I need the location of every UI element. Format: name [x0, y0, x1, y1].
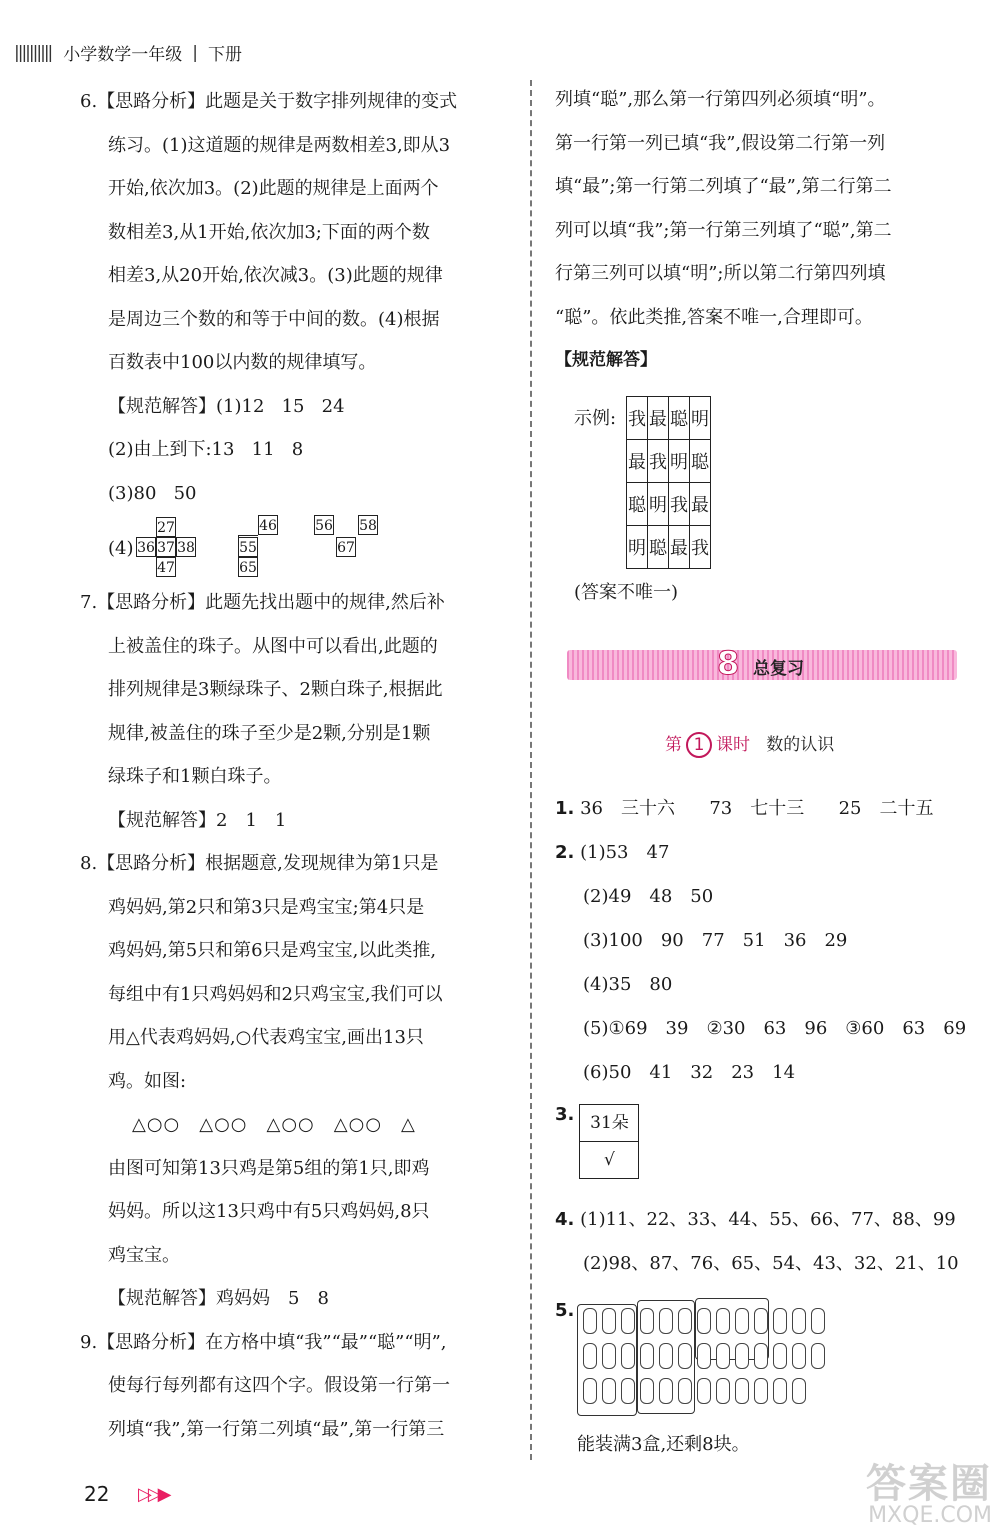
candy-icon [735, 1378, 749, 1404]
lesson-suffix: 课时 [716, 735, 750, 755]
candy-icon [735, 1308, 749, 1334]
candy-icon [697, 1343, 711, 1369]
q3-check: √ [580, 1141, 638, 1178]
q7-answer: 【规范解答】2 1 1 [108, 809, 287, 831]
candy-icon [621, 1378, 635, 1404]
fig1-top-cell: 27 [156, 517, 176, 537]
q9-cont-line: 列可以填“我”;第一行第三列填了“聪”,第二 [555, 219, 892, 241]
q3-row [555, 1104, 639, 1179]
q9-line: 列填“我”,第一行第二列填“最”,第一行第三 [108, 1418, 445, 1440]
q6-answer-1-value: 24 [321, 395, 345, 417]
q6-line: 是周边三个数的和等于中间的数。(4)根据 [108, 308, 440, 330]
candy-icon [640, 1378, 654, 1404]
grid-cell: 我 [627, 397, 648, 440]
q6-line: 数相差3,从1开始,依次加3;下面的两个数 [108, 221, 430, 243]
candy-icon [792, 1343, 806, 1369]
answer-note: (答案不唯一) [574, 582, 679, 603]
q4-line: (2)98、87、76、65、54、43、32、21、10 [583, 1253, 959, 1274]
grid-cell: 我 [648, 440, 669, 483]
fig3-center-cell: 67 [336, 537, 356, 557]
q6-line: 6.【思路分析】此题是关于数字排列规律的变式 [80, 91, 458, 112]
candy-icon [792, 1378, 806, 1404]
fig3-topright-cell: 58 [358, 515, 378, 535]
question-9 [80, 1321, 506, 1452]
q7-line: 7.【思路分析】此题先找出题中的规律,然后补 [80, 592, 445, 613]
grid-cell: 最 [627, 440, 648, 483]
q2-line: (1)53 47 [580, 842, 670, 863]
question-7 [80, 581, 506, 842]
word-grid [626, 396, 711, 569]
q6-number-figures [108, 515, 506, 581]
q8-shapes: △○○ △○○ △○○ △○○ △ [132, 1114, 416, 1135]
header-separator: | [192, 42, 199, 63]
candy-boxes-figure [577, 1298, 832, 1416]
grid-cell: 明 [669, 440, 690, 483]
q8-answer: 【规范解答】鸡妈妈 5 8 [108, 1288, 329, 1309]
q4-line: (1)11、22、33、44、55、66、77、88、99 [580, 1209, 956, 1230]
candy-icon [697, 1378, 711, 1404]
fig1-right-cell: 38 [176, 537, 196, 557]
q5-answer: 能装满3盒,还剩8块。 [577, 1434, 750, 1455]
fig1-center-cell: 37 [156, 537, 176, 557]
q6-line: 开始,依次加3。(2)此题的规律是上面两个 [108, 178, 439, 199]
q9-cont-line: 第一行第一列已填“我”,假设第二行第一列 [555, 132, 886, 154]
page-arrows-icon: ▷▷▶ [138, 1484, 168, 1505]
candy-icon [716, 1343, 730, 1369]
question-8 [80, 842, 506, 1321]
q6-answer-2-label: (2)由上到下:13 [108, 439, 235, 460]
review-answers [555, 787, 975, 1095]
left-column [80, 80, 506, 1451]
candy-icon [602, 1378, 616, 1404]
candy-icon [678, 1343, 692, 1369]
q8-line: 妈妈。所以这13只鸡中有5只鸡妈妈,8只 [108, 1201, 430, 1222]
q9-cont-line: 列填“聪”,那么第一行第四列必须填“明”。 [555, 89, 886, 110]
q9-line: 使每行每列都有这四个字。假设第一行第一 [108, 1375, 450, 1396]
q1-row [555, 787, 975, 831]
candy-icon [716, 1378, 730, 1404]
candy-icon [754, 1378, 768, 1404]
grid-cell: 我 [669, 483, 690, 526]
q8-line: 鸡宝宝。 [108, 1244, 180, 1266]
q8-line: 每组中有1只鸡妈妈和2只鸡宝宝,我们可以 [108, 983, 443, 1005]
q8-line: 鸡妈妈,第2只和第3只是鸡宝宝;第4只是 [108, 896, 425, 918]
q7-line: 排列规律是3颗绿珠子、2颗白珠子,根据此 [108, 679, 443, 700]
q6-answer-3-value: 50 [173, 482, 197, 504]
q4-block [555, 1198, 959, 1286]
q6-line: 练习。(1)这道题的规律是两数相差3,即从3 [108, 134, 451, 156]
candy-icon [583, 1378, 597, 1404]
q7-line: 规律,被盖住的珠子至少是2颗,分别是1颗 [108, 722, 431, 744]
running-header [14, 40, 242, 65]
watermark [866, 1452, 992, 1528]
grid-cell: 明 [627, 526, 648, 569]
q2-row [555, 831, 975, 875]
candy-icon [754, 1343, 768, 1369]
q6-answer-3-label: (3)80 [108, 482, 157, 504]
q3-box-top: 31朵 [590, 1113, 629, 1133]
grid-cell: 明 [648, 483, 669, 526]
q6-line: 相差3,从20开始,依次减3。(3)此题的规律 [108, 265, 443, 286]
q3-label: 3. [555, 1104, 575, 1125]
candy-icon [716, 1308, 730, 1334]
q8-line: 8.【思路分析】根据题意,发现规律为第1只是 [80, 853, 439, 874]
candy-icon [773, 1343, 787, 1369]
candy-icon [678, 1308, 692, 1334]
header-bars: |||||||||| [14, 42, 52, 63]
q6-answer-1-label: 【规范解答】(1)12 [108, 395, 265, 417]
q2-line: (6)50 41 32 23 14 [583, 1062, 796, 1083]
candy-icon [659, 1308, 673, 1334]
column-divider [530, 80, 532, 1460]
q1-item: 36 三十六 [580, 798, 676, 819]
q9-line: 9.【思路分析】在方格中填“我”“最”“聪”“明”, [80, 1331, 447, 1353]
candy-icon [640, 1308, 654, 1334]
grid-cell: 最 [669, 526, 690, 569]
q2-line: (2)49 48 50 [583, 886, 714, 907]
lesson-topic: 数的认识 [766, 735, 835, 755]
section-banner [567, 644, 957, 682]
grid-cell: 聪 [648, 526, 669, 569]
fig1-bottom-cell: 47 [156, 557, 176, 577]
candy-icon [811, 1343, 825, 1369]
q8-line: 由图可知第13只鸡是第5组的第1只,即鸡 [108, 1157, 430, 1179]
q1-label: 1. [555, 798, 575, 819]
q6-answer-2 [80, 428, 506, 472]
right-column [555, 78, 975, 383]
q9-cont-line: 填“最”;第一行第二列填了“最”,第二行第二 [555, 176, 892, 197]
fig2-midleft-cell: 55 [238, 537, 258, 557]
candy-icon [697, 1308, 711, 1334]
candy-icon [735, 1343, 749, 1369]
grid-cell: 我 [690, 526, 711, 569]
q6-answer-1-value: 15 [281, 395, 305, 417]
q6-answer-3 [80, 472, 506, 516]
example-label: 示例: [574, 408, 617, 429]
q9-cont-line: “聪”。依此类推,答案不唯一,合理即可。 [555, 306, 873, 328]
grid-cell: 明 [690, 397, 711, 440]
grid-cell: 聪 [627, 483, 648, 526]
q2-label: 2. [555, 842, 575, 863]
section-title: 总复习 [753, 659, 804, 679]
lesson-heading [665, 730, 834, 758]
header-volume: 下册 [208, 45, 243, 65]
lesson-prefix: 第 [665, 735, 682, 755]
header-book-title: 小学数学一年级 [63, 45, 183, 65]
q6-line: 百数表中100以内数的规律填写。 [108, 352, 377, 373]
fig3-topleft-cell: 56 [314, 515, 334, 535]
candy-icon [640, 1343, 654, 1369]
q9-answer-label: 【规范解答】 [555, 350, 657, 370]
q4-label: 4. [555, 1209, 575, 1230]
candy-icon [659, 1378, 673, 1404]
q7-line: 绿珠子和1颗白珠子。 [108, 766, 282, 787]
q5-label: 5. [555, 1300, 575, 1321]
q9-cont-line: 行第三列可以填“明”;所以第二行第四列填 [555, 263, 886, 284]
q8-line: 鸡妈妈,第5只和第6只是鸡宝宝,以此类推, [108, 940, 437, 961]
grid-cell: 最 [648, 397, 669, 440]
page-number: 22 [84, 1482, 110, 1506]
fig2-topright-cell: 46 [258, 515, 278, 535]
candy-icon [583, 1343, 597, 1369]
candy-icon [754, 1308, 768, 1334]
q8-line: 用△代表鸡妈妈,○代表鸡宝宝,画出13只 [108, 1027, 424, 1048]
q6-answer-1 [80, 385, 506, 429]
question-6 [80, 80, 506, 581]
candy-icon [773, 1308, 787, 1334]
fig2-bottom-cell: 65 [238, 557, 258, 577]
q3-box [579, 1104, 639, 1179]
q6-answer-2-value: 11 [251, 439, 275, 460]
lesson-number: 1 [686, 732, 712, 758]
candy-icon [621, 1343, 635, 1369]
candy-icon [811, 1308, 825, 1334]
candy-icon [583, 1308, 597, 1334]
section-number: 8 [717, 644, 740, 682]
q6-fig-label: (4) [108, 538, 134, 559]
candy-icon [602, 1308, 616, 1334]
q8-line: 鸡。如图: [108, 1070, 187, 1092]
fig1-left-cell: 36 [136, 537, 156, 557]
q7-line: 上被盖住的珠子。从图中可以看出,此题的 [108, 635, 438, 657]
candy-icon [773, 1378, 787, 1404]
q2-line: (4)35 80 [583, 974, 673, 995]
q1-item: 73 七十三 [709, 798, 805, 819]
q2-line: (5)①69 39 ②30 63 96 ③60 63 69 [583, 1018, 967, 1039]
candy-icon [792, 1308, 806, 1334]
candy-icon [678, 1378, 692, 1404]
candy-icon [602, 1343, 616, 1369]
candy-icon [659, 1343, 673, 1369]
grid-cell: 聪 [669, 397, 690, 440]
watermark-url: MXQE.COM [868, 1503, 992, 1528]
grid-cell: 最 [690, 483, 711, 526]
q1-item: 25 二十五 [838, 798, 934, 819]
q2-line: (3)100 90 77 51 36 29 [583, 930, 848, 951]
watermark-logo-text: 答案圈 [866, 1461, 992, 1507]
grid-cell: 聪 [690, 440, 711, 483]
candy-icon [621, 1308, 635, 1334]
q6-answer-2-value: 8 [291, 439, 304, 460]
